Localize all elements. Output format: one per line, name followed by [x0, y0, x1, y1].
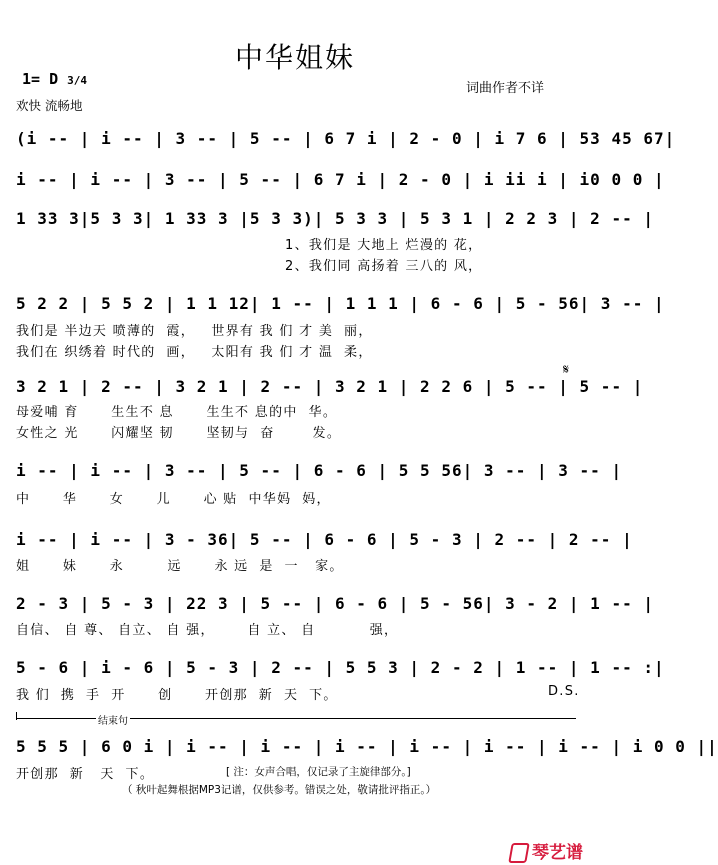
- score-line: 5 5 5 | 6 0 i | i -- | i -- | i -- | i -- | i -- | i -- | i 0 0 ||: [16, 737, 718, 756]
- lyric-line: 自信、 自 尊、 自立、 自 强， 自 立、 自 强，: [16, 623, 399, 638]
- key-label: 1= D: [22, 70, 59, 88]
- key-signature: [22, 70, 87, 88]
- logo-text: 琴艺谱: [532, 843, 583, 863]
- score-line: i -- | i -- | 3 -- | 5 -- | 6 - 6 | 5 5 56| 3 -- | 3 -- |: [16, 461, 623, 480]
- lyric-line: 女性之 光 闪耀坚 韧 坚韧与 奋 发。: [16, 426, 342, 441]
- lyric-line: 我 们 携 手 开 创 开创那 新 天 下。: [16, 688, 338, 703]
- logo-icon: [508, 843, 530, 863]
- ending-label: 结束句: [96, 712, 130, 727]
- lyric-line: 我们在 织绣着 时代的 画， 太阳有 我 们 才 温 柔，: [16, 345, 373, 360]
- lyric-line: 中 华 女 儿 心 贴 中华妈 妈，: [16, 492, 331, 507]
- score-line: 3 2 1 | 2 -- | 3 2 1 | 2 -- | 3 2 1 | 2 2 6 | 5 -- | 5 -- |: [16, 377, 644, 396]
- lyric-line: 我们是 半边天 喷薄的 霞， 世界有 我 们 才 美 丽，: [16, 324, 373, 339]
- source-note: （ 秋叶起舞根据MP3记谱，仅供参考。错误之处，敬请批评指正。）: [122, 784, 437, 796]
- score-line: 5 2 2 | 5 5 2 | 1 1 12| 1 -- | 1 1 1 | 6 - 6 | 5 - 56| 3 -- |: [16, 294, 665, 313]
- lyric-line: 母爱哺 育 生生不 息 生生不 息的中 华。: [16, 405, 338, 420]
- tempo-mark: 欢快 流畅地: [16, 98, 83, 113]
- score-line: 5 - 6 | i - 6 | 5 - 3 | 2 -- | 5 5 3 | 2 - 2 | 1 -- | 1 -- :|: [16, 658, 665, 677]
- time-signature: 3/4: [67, 74, 88, 87]
- lyric-line: 2、我们同 高扬着 三八的 风，: [285, 259, 483, 274]
- credit-line: 词曲作者不详: [466, 81, 545, 96]
- segno-mark: 𝄋: [563, 362, 570, 378]
- lyric-line: 姐 妹 永 远 永 远 是 一 家。: [16, 559, 344, 574]
- score-line: 2 - 3 | 5 - 3 | 22 3 | 5 -- | 6 - 6 | 5 - 56| 3 - 2 | 1 -- |: [16, 594, 654, 613]
- lyric-line: 开创那 新 天 下。: [16, 767, 155, 782]
- page-title: 中华姐妹: [234, 41, 355, 74]
- score-line: 1 33 3|5 3 3| 1 33 3 |5 3 3)| 5 3 3 | 5 3 1 | 2 2 3 | 2 -- |: [16, 209, 654, 228]
- score-line: i -- | i -- | 3 -- | 5 -- | 6 7 i | 2 - 0 | i ii i | i0 0 0 |: [16, 170, 665, 189]
- ds-mark: D.S.: [548, 684, 580, 699]
- score-line: (i -- | i -- | 3 -- | 5 -- | 6 7 i | 2 - 0 | i 7 6 | 53 45 67|: [16, 129, 676, 148]
- score-line: i -- | i -- | 3 - 36| 5 -- | 6 - 6 | 5 - 3 | 2 -- | 2 -- |: [16, 530, 633, 549]
- site-logo: [510, 838, 583, 863]
- lyric-line: 1、我们是 大地上 烂漫的 花，: [285, 238, 483, 253]
- female-note: [ 注：女声合唱，仅记录了主旋律部分。]: [226, 766, 411, 778]
